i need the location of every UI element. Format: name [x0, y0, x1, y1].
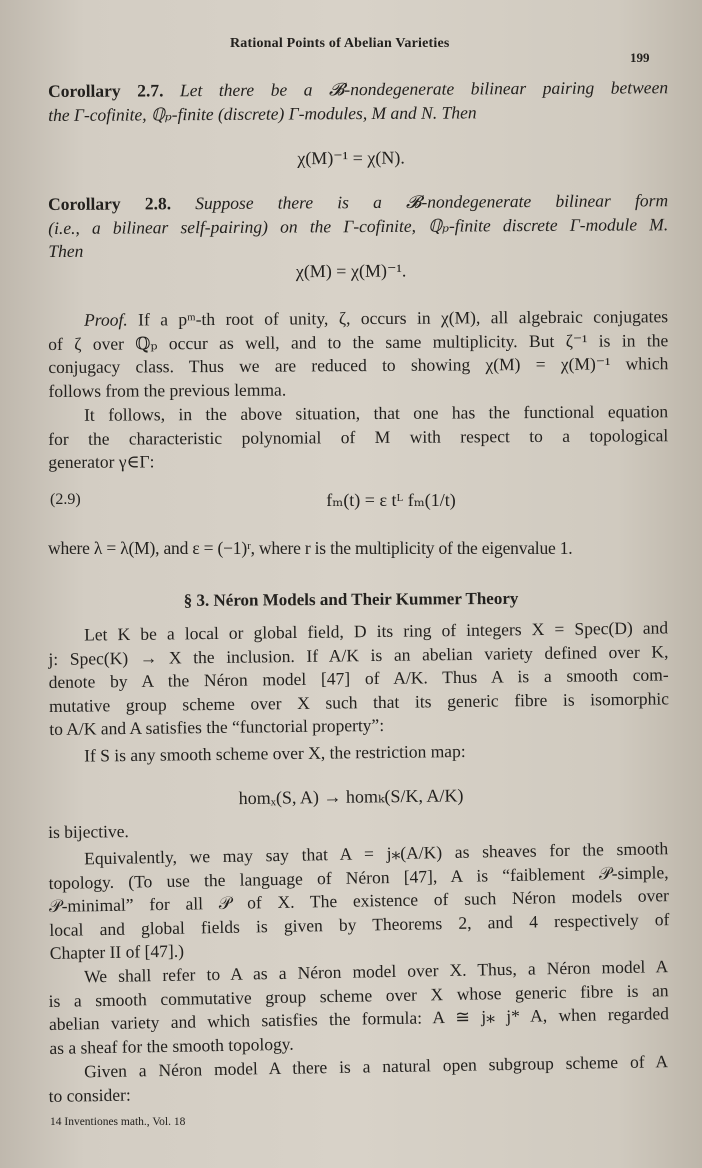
follows-paragraph: [48, 400, 668, 474]
footer-note: 14 Inventiones math., Vol. 18: [50, 1116, 186, 1128]
restriction-map-formula: homₓ(S, A) → homₖ(S/K, A/K): [238, 785, 464, 809]
section-3-p3-line3: 𝒫-minimal” for all 𝒫 of X. The existence of such Néron models over: [48, 885, 670, 916]
section-3-p3-line4: local and global fields is given by Theorems 2, and 4 respectively of: [49, 908, 670, 940]
section-3-p1-line4: mutative group scheme over X such that its generic fibre is isomorphic: [48, 687, 670, 716]
section-3-p5-line1: Given a Néron model A there is a natural open subgroup scheme of A: [84, 1051, 669, 1082]
section-3-p3-line2: topology. (To use the language of Néron [47], A is “faiblement 𝒫-simple,: [48, 861, 669, 893]
equation-2-9-formula: fₘ(t) = ε tᴸ fₘ(1/t): [326, 490, 456, 510]
section-3-paragraph-2: [48, 737, 668, 768]
corollary-2-7: [48, 76, 668, 127]
section-3-p4-line1: We shall refer to A as a Néron model over X. Thus, a Néron model A: [84, 956, 669, 987]
proof-line3: conjugacy class. Thus we are reduced to showing χ(M) = χ(M)⁻¹ which: [48, 353, 669, 377]
follows-line1: It follows, in the above situation, that one has the functional equation: [84, 401, 669, 425]
section-3-p1-line5: to A/K and A satisfies the “functorial property”:: [49, 714, 385, 739]
where-line: where λ = λ(M), and ε = (−1)ʳ, where r is the multiplicity of the eigenvalue 1.: [48, 538, 573, 558]
section-3-p5-line2: to consider:: [48, 1084, 131, 1106]
proof-paragraph: [48, 305, 669, 403]
section-3-paragraph-5: [48, 1050, 669, 1108]
where-paragraph: [48, 537, 668, 561]
corollary-2-8-formula: χ(M) = χ(M)⁻¹.: [295, 260, 407, 282]
page-number: 199: [630, 50, 650, 65]
running-title: Rational Points of Abelian Varieties: [230, 36, 450, 51]
section-3-p1-line1: Let K be a local or global field, D its ring of integers X = Spec(D) and: [84, 617, 669, 645]
corollary-2-7-line2: the Γ-cofinite, ℚₚ-finite (discrete) Γ-modules, M and N. Then: [48, 101, 477, 125]
follows-line3: generator γ∈Γ:: [48, 451, 155, 472]
corollary-2-8: [48, 189, 668, 263]
section-3-p2-line2: is bijective.: [48, 821, 129, 842]
corollary-2-8-line1: Suppose there is a 𝓑-nondegenerate bilinear form: [195, 190, 669, 214]
section-3-p1-line2: j: Spec(K) → X the inclusion. If A/K is an abelian variety defined over K,: [48, 640, 669, 669]
corollary-2-8-label: Corollary 2.8.: [48, 193, 172, 214]
section-3-p2-line1: If S is any smooth scheme over X, the restriction map:: [84, 740, 466, 766]
proof-line4: follows from the previous lemma.: [48, 379, 287, 401]
corollary-2-8-line2: (i.e., a bilinear self-pairing) on the Γ-cofinite, ℚₚ-finite discrete Γ-module M.: [48, 213, 669, 238]
section-heading: § 3. Néron Models and Their Kummer Theory: [183, 588, 519, 610]
section-3-p3-line5: Chapter II of [47].): [49, 940, 185, 963]
proof-label: Proof.: [84, 309, 128, 330]
proof-line2: of ζ over ℚₚ occur as well, and to the same multiplicity. But ζ⁻¹ is in the: [48, 329, 669, 354]
corollary-2-7-label: Corollary 2.7.: [48, 80, 164, 101]
section-3-p1-line3: denote by A the Néron model [47] of A/K. Thus A is a smooth com-: [48, 664, 669, 692]
section-3-p4-line2: is a smooth commutative group scheme over X whose generic fibre is an: [48, 979, 669, 1011]
equation-2-9-label: (2.9): [50, 491, 81, 508]
section-3-p3-line1: Equivalently, we may say that A = j⁎(A/K) as sheaves for the smooth: [84, 838, 669, 869]
section-3-paragraph-1: [48, 616, 669, 741]
section-3-paragraph-4: [48, 955, 670, 1060]
proof-line1: If a pᵐ-th root of unity, ζ, occurs in χ(M), all algebraic conjugates: [138, 306, 669, 330]
corollary-2-7-formula: χ(M)⁻¹ = χ(N).: [297, 147, 405, 169]
corollary-2-8-line3: Then: [48, 240, 84, 261]
section-3-paragraph-3: [48, 837, 670, 965]
section-3-p4-line3: abelian variety and which satisfies the formula: A ≅ j⁎ j* A, when regarded: [48, 1003, 670, 1034]
corollary-2-7-line1: Let there be a 𝓑-nondegenerate bilinear pairing between: [179, 77, 669, 101]
section-3-p4-line4: as a sheaf for the smooth topology.: [49, 1033, 294, 1058]
follows-line2: for the characteristic polynomial of M with respect to a topological: [48, 424, 669, 449]
